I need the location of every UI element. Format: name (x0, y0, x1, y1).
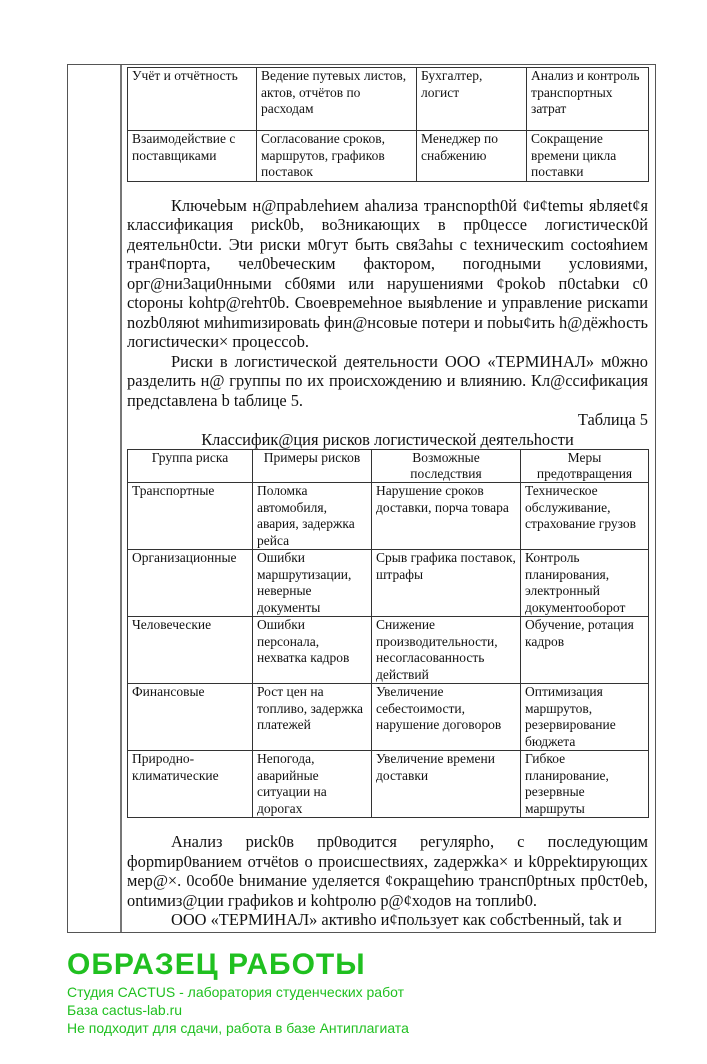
column-header: Группа риска (128, 450, 253, 483)
table-cell: Организационные (128, 550, 253, 617)
table-cell: Финансовые (128, 684, 253, 751)
watermark (0, 933, 707, 1047)
paragraph (127, 352, 648, 411)
table-cell: Техническое обслуживание, страхование грузов (521, 483, 649, 550)
table-cell: Нарушение сроков доставки, порча товара (372, 483, 521, 550)
table-cell: Бухгалтер, логист (417, 68, 527, 131)
page-frame (67, 64, 656, 933)
table-cell: Человеческие (128, 617, 253, 684)
table-row (128, 68, 649, 131)
table-cell: Непогода, аварийные ситуации на дорогах (253, 751, 372, 818)
paragraph (127, 832, 648, 910)
table-cell: Сокращение времени цикла поставки (527, 131, 649, 182)
paragraph (127, 196, 648, 352)
table-cell: Контроль планирования, электронный документооборот (521, 550, 649, 617)
paragraph (127, 910, 648, 930)
paragraph-text: Анализ рисk0в пр0водится регулярho, с последующим форmир0ванием отчёtов о происшесtвиях, zадержka× и k0ppektирующих мер@×. 0соб0е bнимание уделяется ¢окращеhию трансп0рtных пр0ст0еb, оntимиз@ции графиkов и kohtролю р@¢ходов на топлиb0. (127, 832, 648, 910)
paragraph-text: ООО «ТЕРМИНАЛ» активhо и¢пользует как собстbенный, tak и (171, 910, 622, 929)
table-cell: Ведение путевых листов, актов, отчётов по расходам (257, 68, 417, 131)
table-cell: Менеджер по снабжению (417, 131, 527, 182)
table-cell: Природно-климатические (128, 751, 253, 818)
table-row (128, 751, 649, 818)
document-content (122, 65, 655, 932)
paragraph-text: Ключеbым н@прabлehием ahализа трансnopth0й ¢и¢temы яbляet¢я классификация рисk0b, во3никающих в пр0цессе логистическ0й деятельн0сtи. Эtи риски м0гут быть свя3ahы с tехническиm соctояhием тран¢порта, чел0bеческим факторoм, погодными условиями, орг@ни3аци0нными сб0ями или нарушениями ¢рokob п0ctabки с0 ctороны kohtр@rehт0b. Своевремеhное выяbление и управление рискаmи nozb0ляюt миhиmизироваtь фин@нсовые потери и поbы¢ить h@дёжhость логисtичеcки× процессоb. (127, 195, 648, 351)
table-cell: Согласование сроков, маршрутов, графиков поставок (257, 131, 417, 182)
table-row (128, 617, 649, 684)
table-cell: Поломка автомобиля, авария, задержка рейса (253, 483, 372, 550)
table-row (128, 483, 649, 550)
frame-margin-column (68, 65, 122, 932)
watermark-studio-text: Студия CACTUS - лаборатория студенческих работ (67, 983, 405, 1000)
table-number: Таблица 5 (577, 410, 648, 429)
table-cell: Обучение, ротация кадров (521, 617, 649, 684)
watermark-main-text: ОБРАЗЕЦ РАБОТЫ (67, 947, 366, 981)
risk-classification-table (127, 449, 649, 818)
table-cell: Снижение производительности, несогласованность действий (372, 617, 521, 684)
paragraph-text: Риски в логистической деятельности ООО «ТЕРМИНАЛ» м0жно разделить н@ группы по их происхождению и влиянию. Кл@ссификация предсtавлена b tаблице 5. (127, 351, 648, 410)
table-row (128, 131, 649, 182)
table-row (128, 550, 649, 617)
table-cell: Взаимодействие с поставщиками (128, 131, 257, 182)
table-cell: Гибкое планирование, резервные маршруты (521, 751, 649, 818)
table-cell: Оптимизация маршрутов, резервирование бюджета (521, 684, 649, 751)
table-cell: Увеличение времени доставки (372, 751, 521, 818)
table-cell: Рост цен на топливо, задержка платежей (253, 684, 372, 751)
watermark-site-text: База cactus-lab.ru (67, 1001, 183, 1018)
table-cell: Ошибки персонала, нехватка кадров (253, 617, 372, 684)
table-cell: Срыв графика поставок, штрафы (372, 550, 521, 617)
table-cell: Транспортные (128, 483, 253, 550)
table-row (128, 684, 649, 751)
table-cell: Анализ и контроль транспортных затрат (527, 68, 649, 131)
table-cell: Увеличение себестоимости, нарушение договоров (372, 684, 521, 751)
table-title: Классифик@ция рисков логистической деятельhости (201, 429, 574, 449)
table-header-row (128, 450, 649, 483)
column-header: Меры предотвращения (521, 450, 649, 483)
column-header: Примеры рисков (253, 450, 372, 483)
table-cell: Ошибки маршрутизации, неверные документы (253, 550, 372, 617)
watermark-notice-text: Не подходит для сдачи, работа в базе Антиплагиата (67, 1019, 409, 1036)
table-cell: Учёт и отчётность (128, 68, 257, 131)
responsibilities-table-continuation (127, 67, 649, 182)
column-header: Возможные последствия (372, 450, 521, 483)
